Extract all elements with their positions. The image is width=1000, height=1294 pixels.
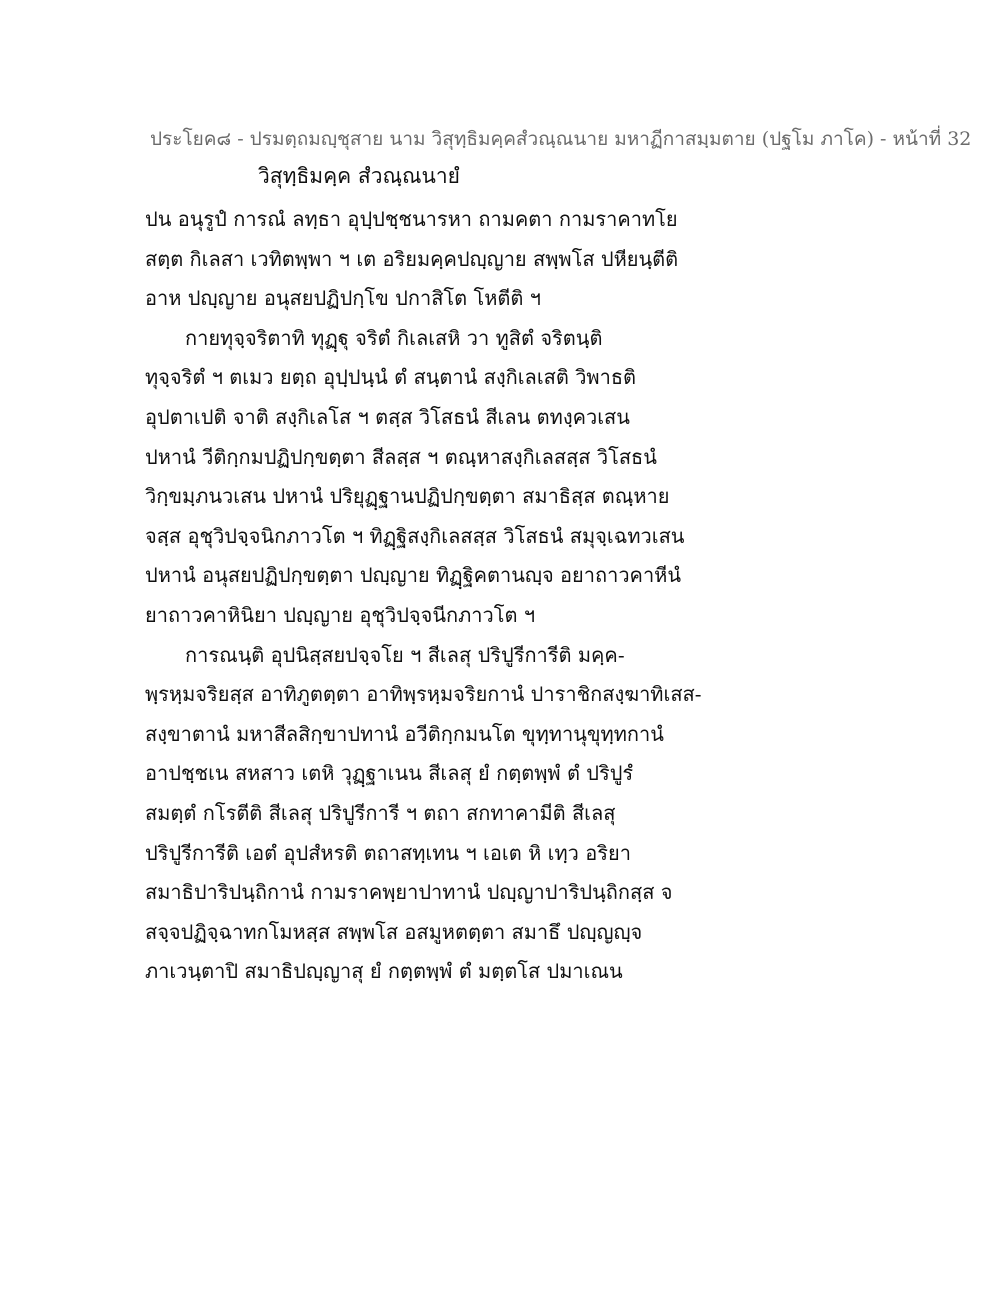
paragraph-first-line: กายทุจฺจริตาทิ ทุฏฺฐุ จริตํ กิเลเสหิ วา ทูสิตํ จริตนฺติ xyxy=(185,325,603,350)
text-line: วิกฺขมฺภนวเสน ปหานํ ปริยุฏฺฐานปฏิปกฺขตฺตา สมาธิสฺส ตณฺหาย xyxy=(145,484,670,509)
text-line: พฺรหฺมจริยสฺส อาทิภูตตฺตา อาทิพฺรหฺมจริยกานํ ปาราชิกสงฺฆาทิเสส- xyxy=(145,682,702,707)
text-line: สมตฺตํ กโรตีติ สีเลสุ ปริปูรีการี ฯ ตถา สกทาคามีติ สีเลสุ xyxy=(145,800,616,825)
text-line: ภาเวนฺตาปิ สมาธิปญฺญาสุ ยํ กตฺตพฺพํ ตํ มตฺตโส ปมาเณน xyxy=(145,959,623,984)
text-line: สมาธิปาริปนฺถิกานํ กามราคพฺยาปาทานํ ปญฺญาปาริปนฺถิกสฺส จ xyxy=(145,880,673,905)
text-line: อุปตาเปติ จาติ สงฺกิเลโส ฯ ตสฺส วิโสธนํ สีเลน ตทงฺควเสน xyxy=(145,404,630,429)
running-header: ประโยค๘ - ปรมตฺถมญฺชุสาย นาม วิสุทฺธิมคฺคสํวณฺณนาย มหาฏีกาสมฺมตาย (ปฐโม ภาโค) - หน้าที่ 32 xyxy=(150,128,972,150)
text-line: สงฺขาตานํ มหาสีลสิกฺขาปทานํ อวีติกฺกมนโต ขุทฺทานุขุทฺทกานํ xyxy=(145,721,664,746)
text-line: สตฺต กิเลสา เวทิตพฺพา ฯ เต อริยมคฺคปญฺญาย สพฺพโส ปหียนฺตีติ xyxy=(145,246,679,271)
text-line: ปน อนุรูปํ การณํ ลทฺธา อุปฺปชฺชนารหา ถามคตา กามราคาทโย xyxy=(145,207,678,231)
text-line: ทุจฺจริตํ ฯ ตเมว ยตฺถ อุปฺปนฺนํ ตํ สนฺตานํ สงฺกิเลเสติ วิพาธติ xyxy=(145,365,637,390)
body-text xyxy=(145,200,705,992)
text-line: อาห ปญฺญาย อนุสยปฏิปกฺโข ปกาสิโต โหตีติ ฯ xyxy=(145,286,541,311)
text-line: ปริปูรีการีติ เอตํ อุปสํหรติ ตถาสทฺเทน ฯ เอเต หิ เทฺว อริยา xyxy=(145,840,631,865)
text-line: ปหานํ วีติกฺกมปฏิปกฺขตฺตา สีลสฺส ฯ ตณฺหาสงฺกิเลสสฺส วิโสธนํ xyxy=(145,444,657,469)
text-line: ยาถาวคาหินิยา ปญฺญาย อุชุวิปจฺจนีกภาวโต ฯ xyxy=(145,602,536,627)
text-line: อาปชฺชเน สหสาว เตหิ วุฏฺฐาเนน สีเลสุ ยํ กตฺตพฺพํ ตํ ปริปูรํ xyxy=(145,761,634,786)
page-title: วิสุทฺธิมคฺค สํวณฺณนายํ xyxy=(258,164,460,188)
text-line: ปหานํ อนุสยปฏิปกฺขตฺตา ปญฺญาย ทิฏฺฐิคตานญฺจ อยาถาวคาหีนํ xyxy=(145,563,682,588)
text-line: สจฺจปฏิจฺฉาทกโมหสฺส สพฺพโส อสมูหตตฺตา สมาธึ ปญฺญญฺจ xyxy=(145,919,643,944)
paragraph-first-line: การณนฺติ อุปนิสฺสยปจฺจโย ฯ สีเลสุ ปริปูรีการีติ มคฺค- xyxy=(185,642,625,667)
text-line: จสฺส อุชุวิปจฺจนิกภาวโต ฯ ทิฏฺฐิสงฺกิเลสสฺส วิโสธนํ สมุจฺเฉทวเสน xyxy=(145,523,685,548)
